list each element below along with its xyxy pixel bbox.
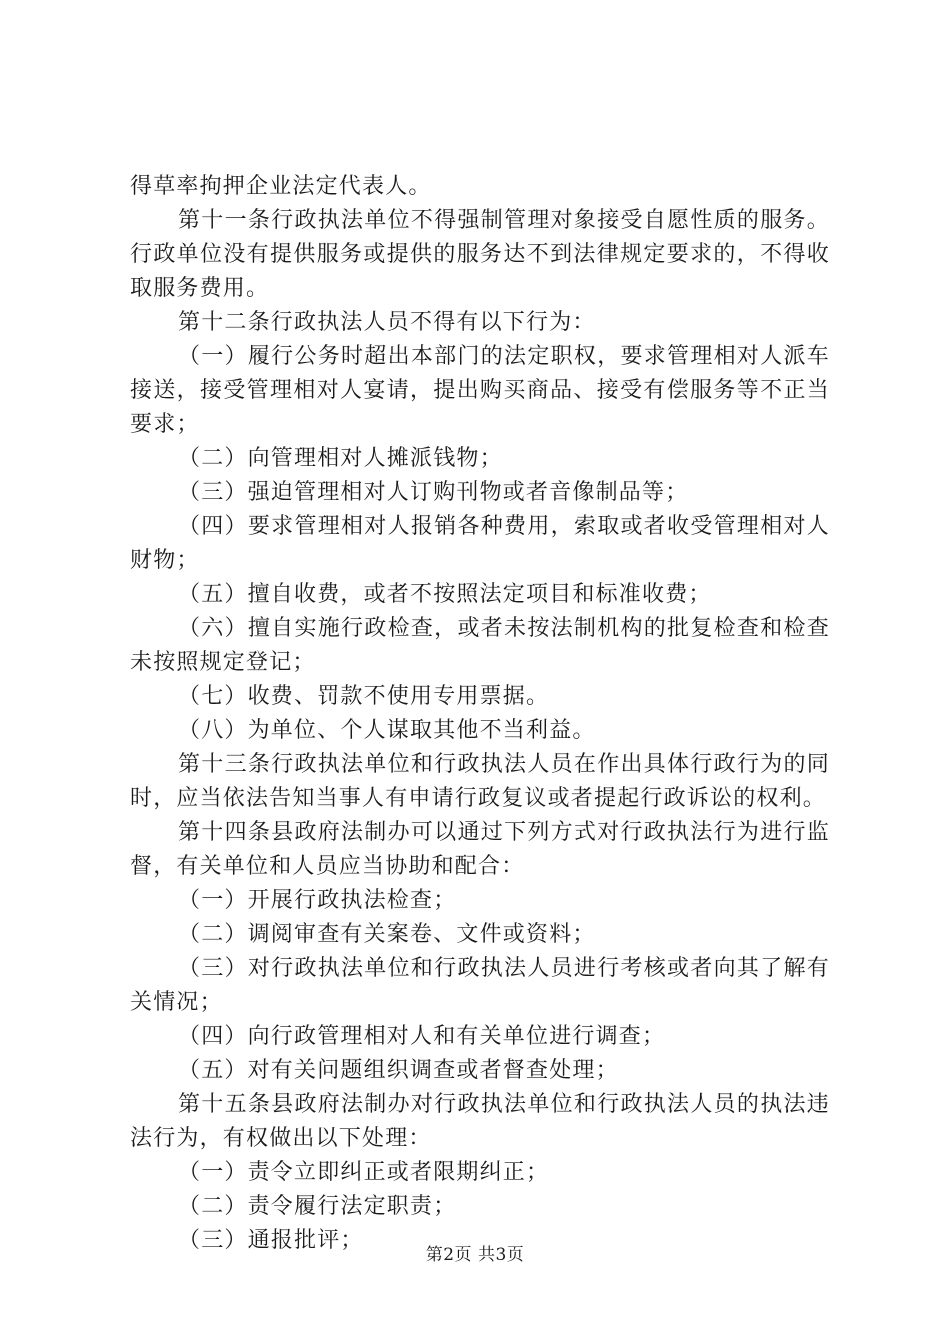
paragraph: （二）调阅审查有关案卷、文件或资料； <box>178 922 596 947</box>
page-footer: 第2页 共3页 <box>425 1245 525 1265</box>
paragraph: （七）收费、罚款不使用专用票据。 <box>178 684 550 709</box>
paragraph: （五）擅自收费，或者不按照法定项目和标准收费； <box>178 582 712 607</box>
paragraph: （三）通报批评； <box>178 1228 364 1253</box>
paragraph: （一）责令立即纠正或者限期纠正； <box>178 1160 550 1185</box>
paragraph: 得草率拘押企业法定代表人。 <box>130 174 432 199</box>
paragraph: （三）强迫管理相对人订购刊物或者音像制品等； <box>178 480 689 505</box>
paragraph: （六）擅自实施行政检查，或者未按法制机构的批复检查和检查未按照规定登记； <box>130 616 830 675</box>
paragraph: 第十五条县政府法制办对行政执法单位和行政执法人员的执法违法行为，有权做出以下处理： <box>130 1092 830 1151</box>
paragraph: （四）向行政管理相对人和有关单位进行调查； <box>178 1024 666 1049</box>
document-body <box>130 170 830 1258</box>
paragraph: （二）责令履行法定职责； <box>178 1194 457 1219</box>
paragraph: （三）对行政执法单位和行政执法人员进行考核或者向其了解有关情况； <box>130 956 830 1015</box>
paragraph: 第十三条行政执法单位和行政执法人员在作出具体行政行为的同时，应当依法告知当事人有申请行政复议或者提起行政诉讼的权利。 <box>130 752 830 811</box>
paragraph: 第十二条行政执法人员不得有以下行为： <box>178 310 596 335</box>
paragraph: （四）要求管理相对人报销各种费用，索取或者收受管理相对人财物； <box>130 514 830 573</box>
paragraph: 第十四条县政府法制办可以通过下列方式对行政执法行为进行监督，有关单位和人员应当协助和配合： <box>130 820 830 879</box>
paragraph: 第十一条行政执法单位不得强制管理对象接受自愿性质的服务。行政单位没有提供服务或提供的服务达不到法律规定要求的，不得收取服务费用。 <box>130 208 830 301</box>
paragraph: （一）履行公务时超出本部门的法定职权，要求管理相对人派车接送，接受管理相对人宴请，提出购买商品、接受有偿服务等不正当要求； <box>130 344 830 437</box>
paragraph: （二）向管理相对人摊派钱物； <box>178 446 503 471</box>
paragraph: （一）开展行政执法检查； <box>178 888 457 913</box>
paragraph: （五）对有关问题组织调查或者督查处理； <box>178 1058 619 1083</box>
paragraph: （八）为单位、个人谋取其他不当利益。 <box>178 718 596 743</box>
